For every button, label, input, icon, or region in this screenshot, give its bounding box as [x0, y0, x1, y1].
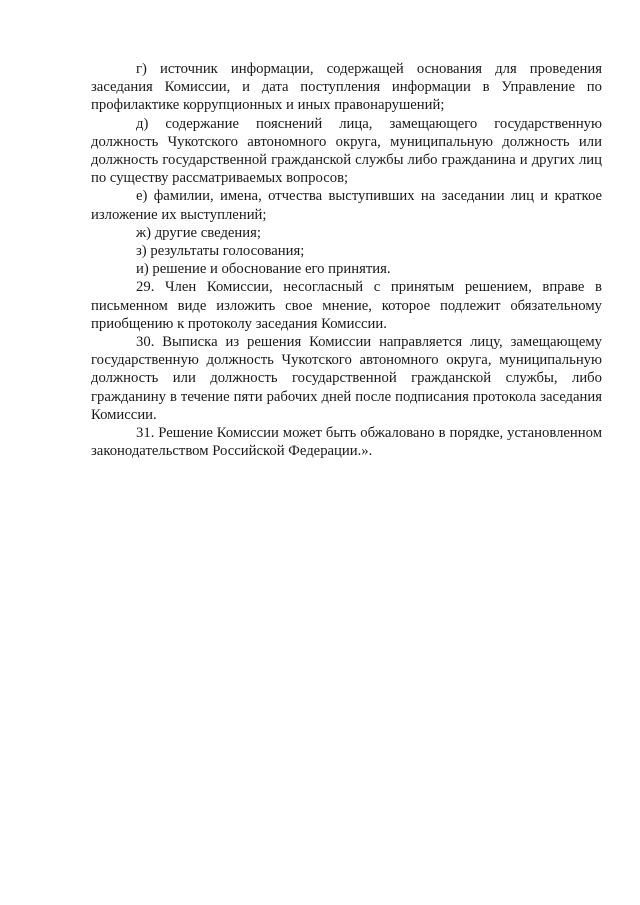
paragraph-31-appeal: 31. Решение Комиссии может быть обжаловано в порядке, установленном законодательством Российской Федерации.». — [91, 425, 602, 460]
paragraph-30-extract: 30. Выписка из решения Комиссии направляется лицу, замещающему государственную должность Чукотского автономного округа, муниципальную должность или должность государственной гражданской службы, либо гражданину в течение пяти рабочих дней после подписания протокола заседания Комиссии. — [91, 334, 602, 423]
paragraph-zh-other-info: ж) другие сведения; — [136, 224, 261, 241]
paragraph-e-speakers: е) фамилии, имена, отчества выступивших на заседании лиц и краткое изложение их выступлений; — [91, 188, 602, 223]
paragraph-z-voting-results: з) результаты голосования; — [136, 243, 305, 260]
paragraph-g-information-source: г) источник информации, содержащей основания для проведения заседания Комиссии, и дата поступления информации в Управление по профилактике коррупционных и иных правонарушений; — [91, 61, 602, 114]
paragraph-i-decision: и) решение и обоснование его принятия. — [136, 261, 391, 278]
paragraph-29-dissent: 29. Член Комиссии, несогласный с принятым решением, вправе в письменном виде изложить свое мнение, которое подлежит обязательному приобщению к протоколу заседания Комиссии. — [91, 279, 602, 332]
document-body — [91, 60, 602, 460]
paragraph-d-explanations: д) содержание пояснений лица, замещающего государственную должность Чукотского автономного округа, муниципальную должность или должность государственной гражданской службы либо гражданина и других лиц по существу рассматриваемых вопросов; — [91, 115, 602, 187]
